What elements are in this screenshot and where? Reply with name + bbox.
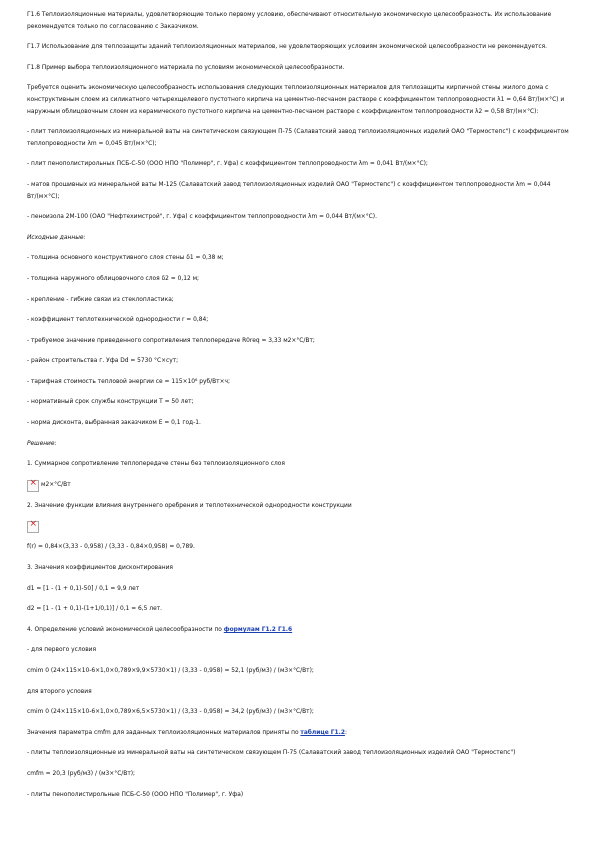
table-link[interactable]: таблице Г1.2 <box>300 729 345 736</box>
condition-2-formula: cmim 0 (24×115×10-6×1,0×0,789×6,5×5730×1) / (3,33 - 0,958) = 34,2 (руб/м3) / (м3×°С/Вт); <box>27 709 314 716</box>
input-item-uniformity: - коэффициент теплотехнической однородности r = 0,84; <box>27 317 209 324</box>
input-item-region: - район строительства г. Уфа Dd = 5730 °С×сут; <box>27 358 179 365</box>
input-item-thickness-2: - толщина наружного облицовочного слоя δ2 = 0,12 м; <box>27 275 200 282</box>
step-2-result: f(r) = 0,84×(3,33 - 0,958) / (3,33 - 0,84×0,958) = 0,789. <box>27 544 195 551</box>
step-4-heading <box>27 625 575 637</box>
input-item-discount: - норма дисконта, выбранная заказчиком E = 0,1 год-1. <box>27 420 201 427</box>
paragraph-g1-8: Г1.8 Пример выбора теплоизоляционного материала по условиям экономической целесообразности. <box>27 64 345 71</box>
material-psb-label: - плиты пенополистирольные ПСБ-С-50 (ООО НПО "Полимер", г. Уфа) <box>27 791 244 798</box>
list-item-material-penoizol: - пеноизола 2М-100 (ОАО "Нефтехимстрой", г. Уфа) с коэффициентом теплопроводности λm = 0,044 Вт/(м×°С). <box>27 214 377 221</box>
input-item-tariff: - тарифная стоимость тепловой энергии ce = 115×10⁶ руб/Вт×ч; <box>27 378 230 385</box>
formula-unit: м2×°С/Вт <box>41 482 71 489</box>
table-reference <box>27 728 575 740</box>
table-reference-colon: : <box>344 729 347 736</box>
formula-row-1 <box>27 480 575 492</box>
material-p75-label: - плиты теплоизоляционные из минеральной ваты на синтетическом связующем П-75 (Салаватский завод теплоизоляционных изделий ОАО "Термостепс") <box>27 750 516 757</box>
condition-2-label: для второго условия <box>27 688 92 695</box>
broken-image-icon <box>27 521 39 533</box>
section-heading-input-data: Исходные данные: <box>27 234 86 241</box>
table-reference-text: Значения параметра сmfm для заданных теплоизоляционных материалов приняты по <box>27 729 301 736</box>
document-body <box>27 10 575 810</box>
input-item-resistance: - требуемое значение приведенного сопротивления теплопередаче R0req = 3,33 м2×°С/Вт; <box>27 337 315 344</box>
formulas-link[interactable]: формулам Г1.2 Г1.6 <box>223 626 293 633</box>
list-item-material-p75: - плит теплоизоляционных из минеральной ваты на синтетическом связующем П-75 (Салаватский завод теплоизоляционных изделий ОАО "Термостепс") с коэффициентом теплопроводности λm = 0,045 Вт/(м×°С); <box>27 129 569 147</box>
input-item-fastening: - крепление - гибкие связи из стеклопластика; <box>27 296 174 303</box>
list-item-material-psb: - плит пенополистирольных ПСБ-С-50 (ООО НПО "Полимер", г. Уфа) с коэффициентом теплопроводности λm = 0,041 Вт/(м×°С); <box>27 161 428 168</box>
step-4-text: 4. Определение условий экономической целесообразности по <box>27 626 224 633</box>
step-3-d2: d2 = [1 - (1 + 0,1)-(1+1/0,1)] / 0,1 = 6,5 лет. <box>27 606 162 613</box>
step-1-heading: 1. Суммарное сопротивление теплопередаче стены без теплоизоляционного слоя <box>27 461 285 468</box>
step-2-heading: 2. Значение функции влияния внутреннего оребрения и теплотехнической однородности конструкции <box>27 502 352 509</box>
section-heading-solution: Решение: <box>27 440 57 447</box>
formula-row-2 <box>27 521 575 533</box>
material-p75-value: cmfm = 20,3 (руб/м3) / (м3×°С/Вт); <box>27 770 136 777</box>
condition-1-label: - для первого условия <box>27 647 97 654</box>
step-3-heading: 3. Значения коэффициентов дисконтирования <box>27 565 173 572</box>
paragraph-g1-6: Г1.6 Теплоизоляционные материалы, удовлетворяющие только первому условию, обеспечивают относительную экономическую целесообразность. Их использование рекомендуется только по согласованию с Заказчиком. <box>27 12 552 30</box>
input-item-service-life: - нормативный срок службы конструкции T = 50 лет; <box>27 399 194 406</box>
input-item-thickness-1: - толщина основного конструктивного слоя стены δ1 = 0,38 м; <box>27 255 224 262</box>
step-3-d1: d1 = [1 - (1 + 0,1)-50] / 0,1 = 9,9 лет <box>27 585 140 592</box>
broken-image-icon <box>27 480 39 492</box>
list-item-material-m125: - матов прошивных из минеральной ваты М-125 (Салаватский завод теплоизоляционных изделий ОАО "Термостепс") с коэффициентом теплопроводности λm = 0,044 Вт/(м×°С); <box>27 181 551 200</box>
paragraph-g1-7: Г1.7 Использование для теплозащиты зданий теплоизоляционных материалов, не удовлетворяющих условиям экономической целесообразности не рекомендуется. <box>27 44 548 51</box>
condition-1-formula: cmim 0 (24×115×10-6×1,0×0,789×9,9×5730×1) / (3,33 - 0,958) = 52,1 (руб/м3) / (м3×°С/Вт); <box>27 668 314 674</box>
task-statement: Требуется оценить экономическую целесообразность использования следующих теплоизоляционных материалов для теплозащиты кирпичной стены жилого дома с конструктивным слоем из силикатного четырехщелевого пустотного кирпича на цементно-песчаном растворе с коэффициентом теплопроводности λ1 = 0,64 Вт/(м×°С) и наружным облицовочным слоем из керамического пустотного кирпича на цементно-песчаном растворе с коэффициентом теплопроводности λ2 = 0,58 Вт/(м×°С): <box>27 85 565 115</box>
